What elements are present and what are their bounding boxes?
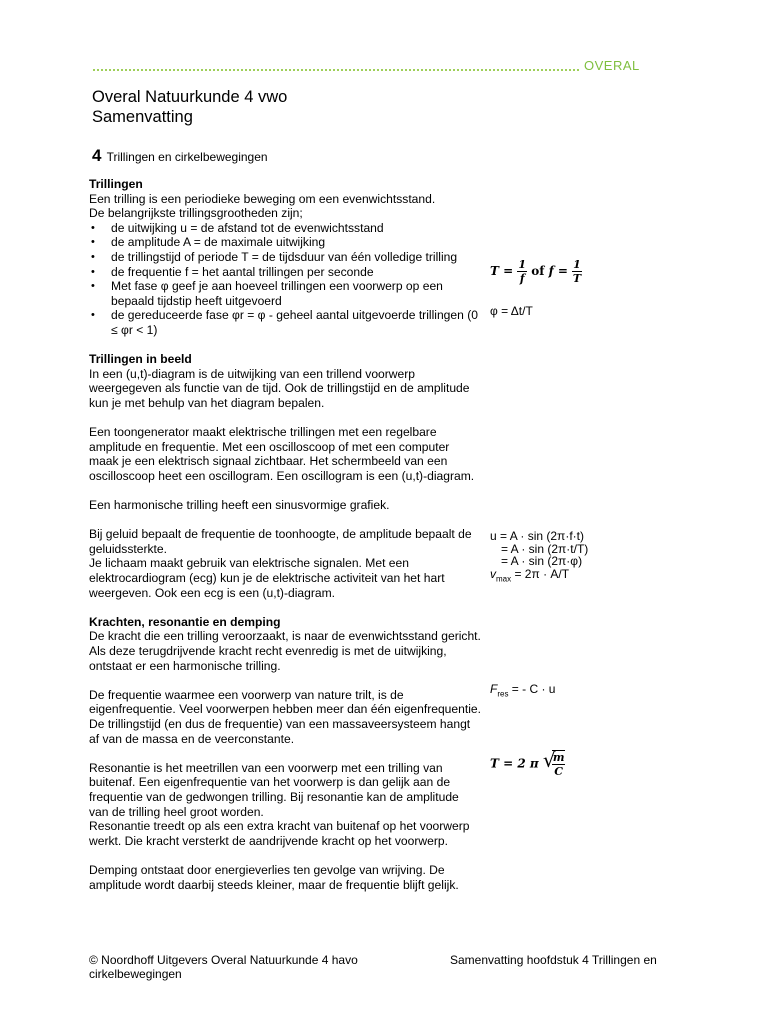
title-line-1: Overal Natuurkunde 4 vwo	[92, 88, 288, 106]
formula-harmonic: u = A · sin (2π·f·t) = A · sin (2π·t/T) = A · sin (2π·φ) $v_{max} = 2\pi \cdot A/T$	[490, 529, 589, 583]
chapter-heading	[92, 146, 268, 166]
page-title	[92, 87, 287, 127]
paragraph: Een harmonische trilling heeft een sinusvormige grafiek.	[89, 498, 390, 513]
formula-period-frequency: T = $\frac{1}{f}$ of f = $\frac{1}{T}$	[490, 258, 582, 285]
formula-mass-spring: T = 2 π √ $\frac{m}{C}$	[490, 748, 565, 778]
paragraph: Je lichaam maakt gebruik van elektrische signalen. Met een elektrocardiogram (ecg) kun je de elektrische activiteit van het hart weergeven. Ook een ecg is een (u,t)-diagram.	[89, 556, 445, 600]
paragraph: De belangrijkste trillingsgrootheden zijn;	[89, 206, 303, 221]
title-line-2: Samenvatting	[92, 108, 193, 126]
formula-phase: φ = Δt/T	[490, 304, 533, 318]
section-heading-trillingen: Trillingen	[89, 177, 143, 191]
sqrt-icon: √ $\frac{m}{C}$	[542, 748, 565, 778]
paragraph: De kracht die een trilling veroorzaakt, is naar de evenwichtsstand gericht. Als deze terugdrijvende kracht recht evenredig is met de uitwijking, ontstaat er een harmonische trilling.	[89, 629, 481, 673]
paragraph: Resonantie is het meetrillen van een voorwerp met een trilling van buitenaf. Een eigenfrequentie van het voorwerp is dan gelijk aan de frequentie van de gedwongen trilling. Bij resonantie kan de amplitude van de trilling heel groot worden.	[89, 760, 459, 819]
paragraph: Demping ontstaat door energieverlies ten gevolge van wrijving. De amplitude wordt daarbij steeds kleiner, maar de frequentie blijft gelijk.	[89, 862, 459, 892]
list-item: • de frequentie f = het aantal trillingen per seconde	[89, 265, 481, 280]
list-item: • de trillingstijd of periode T = de tijdsduur van één volledige trilling	[89, 250, 481, 265]
paragraph: In een (u,t)-diagram is de uitwijking van een trillend voorwerp weergegeven als functie van de tijd. Ook de trillingstijd en de amplitude kun je met behulp van het diagram bepalen.	[89, 366, 470, 410]
header-brand: OVERAL	[584, 58, 640, 73]
paragraph: De frequentie waarmee een voorwerp van nature trilt, is de eigenfrequentie. Veel voorwerpen hebben meer dan één eigenfrequentie.	[89, 687, 481, 717]
section-heading-krachten: Krachten, resonantie en demping	[89, 614, 281, 629]
paragraph: Een toongenerator maakt elektrische trillingen met een regelbare amplitude en frequentie. Met een oscilloscoop of met een computer maak je een elektrisch signaal zichtbaar. Het schermbeeld van een oscilloscoop heet een oscillogram. Een oscillogram is een (u,t)-diagram.	[89, 425, 475, 483]
list-item: • de uitwijking u = de afstand tot de evenwichtsstand	[89, 221, 481, 236]
footer-left: © Noordhoff Uitgevers Overal Natuurkunde 4 havo cirkelbewegingen	[89, 953, 358, 981]
list-item: • de gereduceerde fase φr = φ - geheel aantal uitgevoerde trillingen (0 ≤ φr < 1)	[89, 308, 481, 337]
formula-restoring-force: $F_{res}$ = - C · u	[490, 682, 556, 699]
summary-body	[89, 177, 481, 892]
chapter-number: 4	[92, 146, 102, 165]
section-heading-beeld: Trillingen in beeld	[89, 352, 192, 367]
paragraph: De trillingstijd (en dus de frequentie) van een massaveersysteem hangt af van de massa en de veerconstante.	[89, 716, 471, 746]
paragraph: Bij geluid bepaalt de frequentie de toonhoogte, de amplitude bepaalt de geluidssterkte.	[89, 527, 472, 556]
list-item: • de amplitude A = de maximale uitwijking	[89, 235, 481, 250]
paragraph: Een trilling is een periodieke beweging om een evenwichtsstand.	[89, 191, 436, 206]
quantity-list	[89, 221, 481, 338]
chapter-title: Trillingen en cirkelbewegingen	[106, 150, 268, 164]
header-dotted-line	[93, 69, 579, 71]
footer-right: Samenvatting hoofdstuk 4 Trillingen en	[450, 953, 657, 967]
list-item: • Met fase φ geef je aan hoeveel trillingen een voorwerp op een bepaald tijdstip heeft uitgevoerd	[89, 279, 481, 308]
paragraph: Resonantie treedt op als een extra kracht van buitenaf op het voorwerp werkt. Die kracht versterkt de aandrijvende kracht op het voorwerp.	[89, 819, 470, 848]
